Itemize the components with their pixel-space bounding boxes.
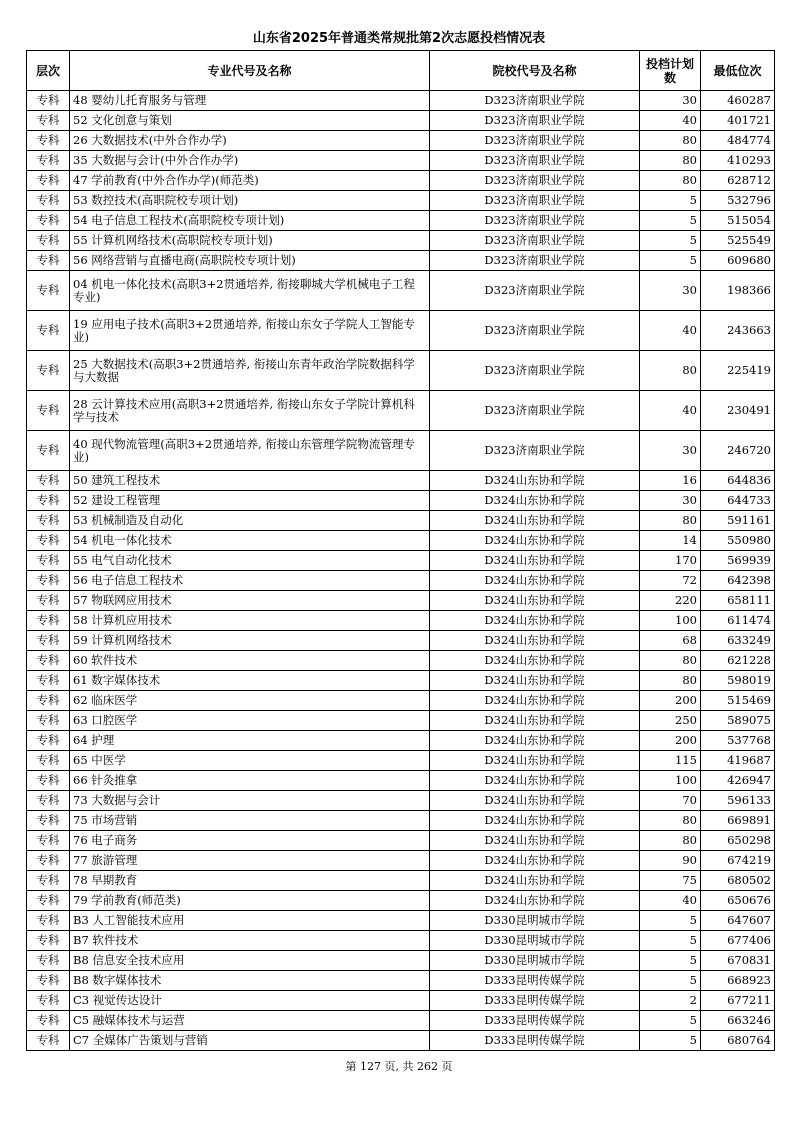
- school-cell: D323济南职业学院: [430, 271, 640, 311]
- major-cell: 28 云计算技术应用(高职3+2贯通培养, 衔接山东女子学院计算机科学与技术: [70, 391, 430, 431]
- plan-cell: 80: [640, 811, 701, 831]
- page-footer: 第 127 页, 共 262 页: [345, 1060, 453, 1073]
- plan-cell: 200: [640, 731, 701, 751]
- rank-cell: 401721: [701, 111, 775, 131]
- school-cell: D333昆明传媒学院: [430, 971, 640, 991]
- table-row: [27, 571, 775, 591]
- plan-cell: 200: [640, 691, 701, 711]
- plan-cell: 250: [640, 711, 701, 731]
- major-cell: B7 软件技术: [70, 931, 430, 951]
- table-row: [27, 931, 775, 951]
- plan-cell: 5: [640, 1011, 701, 1031]
- school-cell: D324山东协和学院: [430, 891, 640, 911]
- table-body: [27, 91, 775, 1051]
- level-cell: 专科: [27, 691, 70, 711]
- school-cell: D324山东协和学院: [430, 471, 640, 491]
- rank-cell: 674219: [701, 851, 775, 871]
- rank-cell: 650676: [701, 891, 775, 911]
- level-cell: 专科: [27, 931, 70, 951]
- school-cell: D323济南职业学院: [430, 391, 640, 431]
- table-row: [27, 671, 775, 691]
- level-cell: 专科: [27, 471, 70, 491]
- plan-cell: 40: [640, 311, 701, 351]
- school-cell: D323济南职业学院: [430, 131, 640, 151]
- plan-cell: 5: [640, 911, 701, 931]
- table-row: [27, 631, 775, 651]
- school-cell: D323济南职业学院: [430, 191, 640, 211]
- plan-cell: 5: [640, 251, 701, 271]
- plan-cell: 5: [640, 931, 701, 951]
- table-row: [27, 991, 775, 1011]
- major-cell: C5 融媒体技术与运营: [70, 1011, 430, 1031]
- level-cell: 专科: [27, 771, 70, 791]
- table-row: [27, 911, 775, 931]
- level-cell: 专科: [27, 271, 70, 311]
- rank-cell: 532796: [701, 191, 775, 211]
- level-cell: 专科: [27, 611, 70, 631]
- major-cell: 40 现代物流管理(高职3+2贯通培养, 衔接山东管理学院物流管理专业): [70, 431, 430, 471]
- plan-cell: 5: [640, 1031, 701, 1051]
- table-row: [27, 271, 775, 311]
- level-cell: 专科: [27, 431, 70, 471]
- level-cell: 专科: [27, 631, 70, 651]
- rank-cell: 484774: [701, 131, 775, 151]
- rank-cell: 621228: [701, 651, 775, 671]
- rank-cell: 609680: [701, 251, 775, 271]
- school-cell: D324山东协和学院: [430, 671, 640, 691]
- rank-cell: 680764: [701, 1031, 775, 1051]
- table-row: [27, 551, 775, 571]
- major-cell: 54 机电一体化技术: [70, 531, 430, 551]
- level-cell: 专科: [27, 531, 70, 551]
- level-cell: 专科: [27, 651, 70, 671]
- plan-cell: 80: [640, 151, 701, 171]
- plan-cell: 40: [640, 891, 701, 911]
- rank-cell: 658111: [701, 591, 775, 611]
- rank-cell: 596133: [701, 791, 775, 811]
- rank-cell: 589075: [701, 711, 775, 731]
- major-cell: 73 大数据与会计: [70, 791, 430, 811]
- major-cell: 19 应用电子技术(高职3+2贯通培养, 衔接山东女子学院人工智能专业): [70, 311, 430, 351]
- major-cell: 56 电子信息工程技术: [70, 571, 430, 591]
- school-cell: D324山东协和学院: [430, 511, 640, 531]
- table-row: [27, 111, 775, 131]
- level-cell: 专科: [27, 211, 70, 231]
- table-row: [27, 151, 775, 171]
- rank-cell: 642398: [701, 571, 775, 591]
- school-cell: D324山东协和学院: [430, 871, 640, 891]
- table-row: [27, 891, 775, 911]
- table-row: [27, 471, 775, 491]
- major-cell: 52 文化创意与策划: [70, 111, 430, 131]
- school-cell: D324山东协和学院: [430, 651, 640, 671]
- rank-cell: 611474: [701, 611, 775, 631]
- rank-cell: 650298: [701, 831, 775, 851]
- table-row: [27, 531, 775, 551]
- table-row: [27, 191, 775, 211]
- rank-cell: 550980: [701, 531, 775, 551]
- school-cell: D324山东协和学院: [430, 831, 640, 851]
- rank-cell: 598019: [701, 671, 775, 691]
- level-cell: 专科: [27, 391, 70, 431]
- major-cell: B8 数字媒体技术: [70, 971, 430, 991]
- level-cell: 专科: [27, 251, 70, 271]
- major-cell: 62 临床医学: [70, 691, 430, 711]
- plan-cell: 75: [640, 871, 701, 891]
- level-cell: 专科: [27, 751, 70, 771]
- level-cell: 专科: [27, 731, 70, 751]
- level-cell: 专科: [27, 951, 70, 971]
- plan-cell: 80: [640, 171, 701, 191]
- rank-cell: 644733: [701, 491, 775, 511]
- major-cell: 55 计算机网络技术(高职院校专项计划): [70, 231, 430, 251]
- rank-cell: 537768: [701, 731, 775, 751]
- major-cell: 56 网络营销与直播电商(高职院校专项计划): [70, 251, 430, 271]
- level-cell: 专科: [27, 911, 70, 931]
- school-cell: D324山东协和学院: [430, 851, 640, 871]
- level-cell: 专科: [27, 571, 70, 591]
- school-cell: D324山东协和学院: [430, 691, 640, 711]
- rank-cell: 246720: [701, 431, 775, 471]
- level-cell: 专科: [27, 991, 70, 1011]
- school-cell: D324山东协和学院: [430, 551, 640, 571]
- plan-cell: 14: [640, 531, 701, 551]
- major-cell: 60 软件技术: [70, 651, 430, 671]
- page-title: 山东省2025年普通类常规批第2次志愿投档情况表: [252, 31, 546, 46]
- table-row: [27, 431, 775, 471]
- rank-cell: 569939: [701, 551, 775, 571]
- plan-cell: 16: [640, 471, 701, 491]
- major-cell: C7 全媒体广告策划与营销: [70, 1031, 430, 1051]
- plan-cell: 68: [640, 631, 701, 651]
- rank-cell: 647607: [701, 911, 775, 931]
- major-cell: C3 视觉传达设计: [70, 991, 430, 1011]
- rank-cell: 515469: [701, 691, 775, 711]
- major-cell: 61 数字媒体技术: [70, 671, 430, 691]
- rank-cell: 515054: [701, 211, 775, 231]
- rank-cell: 680502: [701, 871, 775, 891]
- plan-cell: 2: [640, 991, 701, 1011]
- level-cell: 专科: [27, 891, 70, 911]
- level-cell: 专科: [27, 971, 70, 991]
- table-header-row: [27, 51, 775, 91]
- rank-cell: 644836: [701, 471, 775, 491]
- plan-cell: 80: [640, 511, 701, 531]
- school-cell: D323济南职业学院: [430, 211, 640, 231]
- plan-cell: 40: [640, 111, 701, 131]
- table-row: [27, 1031, 775, 1051]
- school-cell: D324山东协和学院: [430, 531, 640, 551]
- plan-cell: 100: [640, 611, 701, 631]
- plan-cell: 80: [640, 131, 701, 151]
- table-row: [27, 871, 775, 891]
- table-row: [27, 1011, 775, 1031]
- school-cell: D324山东协和学院: [430, 571, 640, 591]
- table-row: [27, 731, 775, 751]
- school-cell: D333昆明传媒学院: [430, 1011, 640, 1031]
- rank-cell: 225419: [701, 351, 775, 391]
- table-row: [27, 711, 775, 731]
- major-cell: 53 数控技术(高职院校专项计划): [70, 191, 430, 211]
- rank-cell: 668923: [701, 971, 775, 991]
- level-cell: 专科: [27, 511, 70, 531]
- table-row: [27, 951, 775, 971]
- rank-cell: 591161: [701, 511, 775, 531]
- plan-cell: 30: [640, 271, 701, 311]
- level-cell: 专科: [27, 491, 70, 511]
- level-cell: 专科: [27, 111, 70, 131]
- major-cell: 75 市场营销: [70, 811, 430, 831]
- level-cell: 专科: [27, 671, 70, 691]
- plan-cell: 80: [640, 651, 701, 671]
- plan-cell: 170: [640, 551, 701, 571]
- rank-cell: 669891: [701, 811, 775, 831]
- table-row: [27, 651, 775, 671]
- school-cell: D323济南职业学院: [430, 351, 640, 391]
- school-cell: D330昆明城市学院: [430, 931, 640, 951]
- major-cell: 48 婴幼儿托育服务与管理: [70, 91, 430, 111]
- plan-cell: 100: [640, 771, 701, 791]
- plan-cell: 40: [640, 391, 701, 431]
- header-school: 院校代号及名称: [430, 51, 640, 91]
- plan-cell: 80: [640, 351, 701, 391]
- table-row: [27, 751, 775, 771]
- table-row: [27, 491, 775, 511]
- school-cell: D323济南职业学院: [430, 151, 640, 171]
- header-plan: 投档计划数: [640, 51, 701, 91]
- major-cell: 25 大数据技术(高职3+2贯通培养, 衔接山东青年政治学院数据科学与大数据: [70, 351, 430, 391]
- plan-cell: 30: [640, 91, 701, 111]
- rank-cell: 677211: [701, 991, 775, 1011]
- level-cell: 专科: [27, 811, 70, 831]
- major-cell: 58 计算机应用技术: [70, 611, 430, 631]
- header-major: 专业代号及名称: [70, 51, 430, 91]
- table-row: [27, 171, 775, 191]
- plan-cell: 30: [640, 431, 701, 471]
- school-cell: D323济南职业学院: [430, 311, 640, 351]
- plan-cell: 80: [640, 671, 701, 691]
- rank-cell: 198366: [701, 271, 775, 311]
- school-cell: D330昆明城市学院: [430, 911, 640, 931]
- table-row: [27, 811, 775, 831]
- major-cell: 47 学前教育(中外合作办学)(师范类): [70, 171, 430, 191]
- level-cell: 专科: [27, 231, 70, 251]
- school-cell: D323济南职业学院: [430, 171, 640, 191]
- rank-cell: 460287: [701, 91, 775, 111]
- rank-cell: 670831: [701, 951, 775, 971]
- major-cell: B8 信息安全技术应用: [70, 951, 430, 971]
- level-cell: 专科: [27, 171, 70, 191]
- major-cell: 54 电子信息工程技术(高职院校专项计划): [70, 211, 430, 231]
- major-cell: 35 大数据与会计(中外合作办学): [70, 151, 430, 171]
- major-cell: 59 计算机网络技术: [70, 631, 430, 651]
- school-cell: D323济南职业学院: [430, 111, 640, 131]
- level-cell: 专科: [27, 871, 70, 891]
- school-cell: D324山东协和学院: [430, 711, 640, 731]
- level-cell: 专科: [27, 831, 70, 851]
- header-rank: 最低位次: [701, 51, 775, 91]
- major-cell: 57 物联网应用技术: [70, 591, 430, 611]
- level-cell: 专科: [27, 551, 70, 571]
- table-row: [27, 351, 775, 391]
- table-row: [27, 611, 775, 631]
- table-row: [27, 251, 775, 271]
- level-cell: 专科: [27, 191, 70, 211]
- plan-cell: 72: [640, 571, 701, 591]
- rank-cell: 663246: [701, 1011, 775, 1031]
- school-cell: D333昆明传媒学院: [430, 1031, 640, 1051]
- plan-cell: 80: [640, 831, 701, 851]
- major-cell: 78 早期教育: [70, 871, 430, 891]
- school-cell: D324山东协和学院: [430, 491, 640, 511]
- plan-cell: 5: [640, 231, 701, 251]
- major-cell: 63 口腔医学: [70, 711, 430, 731]
- plan-cell: 5: [640, 211, 701, 231]
- table-row: [27, 131, 775, 151]
- rank-cell: 419687: [701, 751, 775, 771]
- school-cell: D324山东协和学院: [430, 731, 640, 751]
- level-cell: 专科: [27, 851, 70, 871]
- admission-table: [26, 50, 775, 1051]
- rank-cell: 525549: [701, 231, 775, 251]
- table-row: [27, 791, 775, 811]
- school-cell: D324山东协和学院: [430, 751, 640, 771]
- major-cell: 52 建设工程管理: [70, 491, 430, 511]
- level-cell: 专科: [27, 311, 70, 351]
- school-cell: D323济南职业学院: [430, 91, 640, 111]
- table-row: [27, 591, 775, 611]
- school-cell: D324山东协和学院: [430, 791, 640, 811]
- plan-cell: 90: [640, 851, 701, 871]
- rank-cell: 633249: [701, 631, 775, 651]
- rank-cell: 628712: [701, 171, 775, 191]
- major-cell: 55 电气自动化技术: [70, 551, 430, 571]
- major-cell: 65 中医学: [70, 751, 430, 771]
- major-cell: 26 大数据技术(中外合作办学): [70, 131, 430, 151]
- rank-cell: 243663: [701, 311, 775, 351]
- plan-cell: 5: [640, 951, 701, 971]
- major-cell: B3 人工智能技术应用: [70, 911, 430, 931]
- table-row: [27, 831, 775, 851]
- major-cell: 79 学前教育(师范类): [70, 891, 430, 911]
- major-cell: 66 针灸推拿: [70, 771, 430, 791]
- level-cell: 专科: [27, 591, 70, 611]
- level-cell: 专科: [27, 1011, 70, 1031]
- major-cell: 77 旅游管理: [70, 851, 430, 871]
- major-cell: 53 机械制造及自动化: [70, 511, 430, 531]
- table-row: [27, 211, 775, 231]
- header-level: 层次: [27, 51, 70, 91]
- major-cell: 04 机电一体化技术(高职3+2贯通培养, 衔接聊城大学机械电子工程专业): [70, 271, 430, 311]
- level-cell: 专科: [27, 151, 70, 171]
- table-row: [27, 91, 775, 111]
- table-row: [27, 771, 775, 791]
- school-cell: D323济南职业学院: [430, 231, 640, 251]
- level-cell: 专科: [27, 91, 70, 111]
- school-cell: D333昆明传媒学院: [430, 991, 640, 1011]
- plan-cell: 5: [640, 191, 701, 211]
- level-cell: 专科: [27, 351, 70, 391]
- major-cell: 64 护理: [70, 731, 430, 751]
- school-cell: D330昆明城市学院: [430, 951, 640, 971]
- school-cell: D324山东协和学院: [430, 811, 640, 831]
- school-cell: D324山东协和学院: [430, 631, 640, 651]
- table-row: [27, 691, 775, 711]
- major-cell: 76 电子商务: [70, 831, 430, 851]
- school-cell: D324山东协和学院: [430, 611, 640, 631]
- rank-cell: 230491: [701, 391, 775, 431]
- table-row: [27, 511, 775, 531]
- table-row: [27, 971, 775, 991]
- level-cell: 专科: [27, 711, 70, 731]
- table-row: [27, 851, 775, 871]
- rank-cell: 677406: [701, 931, 775, 951]
- school-cell: D323济南职业学院: [430, 251, 640, 271]
- table-row: [27, 231, 775, 251]
- plan-cell: 70: [640, 791, 701, 811]
- school-cell: D324山东协和学院: [430, 591, 640, 611]
- school-cell: D324山东协和学院: [430, 771, 640, 791]
- school-cell: D323济南职业学院: [430, 431, 640, 471]
- plan-cell: 30: [640, 491, 701, 511]
- plan-cell: 5: [640, 971, 701, 991]
- table-row: [27, 391, 775, 431]
- rank-cell: 410293: [701, 151, 775, 171]
- level-cell: 专科: [27, 1031, 70, 1051]
- plan-cell: 115: [640, 751, 701, 771]
- table-row: [27, 311, 775, 351]
- plan-cell: 220: [640, 591, 701, 611]
- level-cell: 专科: [27, 791, 70, 811]
- level-cell: 专科: [27, 131, 70, 151]
- major-cell: 50 建筑工程技术: [70, 471, 430, 491]
- rank-cell: 426947: [701, 771, 775, 791]
